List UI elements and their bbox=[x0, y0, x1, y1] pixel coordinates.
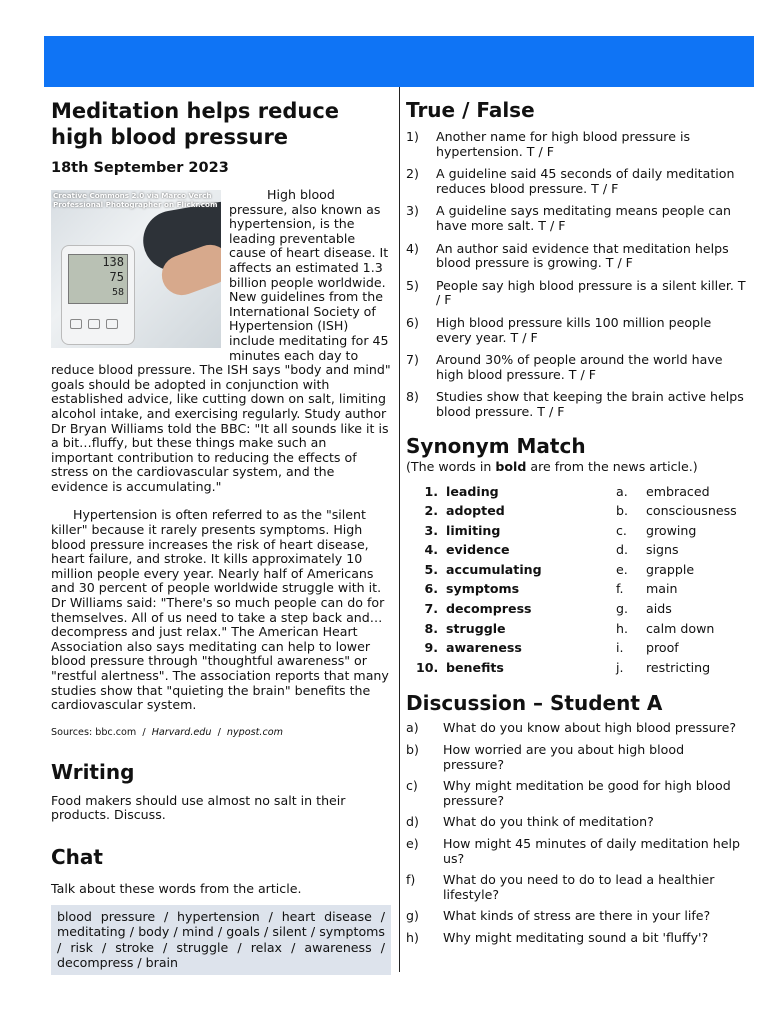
synonym-word: symptoms bbox=[446, 581, 520, 597]
true-false-item bbox=[406, 279, 746, 308]
synonym-match-row bbox=[616, 579, 737, 599]
true-false-list bbox=[406, 130, 746, 420]
chat-word-box: blood pressure / hypertension / heart disease / meditating / body / mind / goals / silent / symptoms / risk / stroke / struggle / relax / awareness / decompress / brain bbox=[51, 905, 391, 975]
synonym-word-row bbox=[416, 521, 616, 541]
discussion-item bbox=[406, 931, 746, 946]
monitor-screen bbox=[68, 254, 128, 304]
source-harvard: Harvard.edu bbox=[151, 726, 212, 738]
discussion-heading: Discussion – Student A bbox=[406, 691, 663, 716]
synonym-word: accumulating bbox=[446, 561, 542, 577]
discussion-text: Why might meditation be good for high blood pressure? bbox=[443, 778, 731, 808]
discussion-item bbox=[406, 837, 746, 866]
synonym-word: benefits bbox=[446, 659, 504, 675]
discussion-section bbox=[406, 691, 746, 945]
synonym-word-number: 1. bbox=[424, 483, 438, 499]
synonym-word-number: 10. bbox=[416, 659, 439, 675]
discussion-item bbox=[406, 873, 746, 902]
source-nypost: nypost.com bbox=[226, 726, 283, 738]
true-false-heading: True / False bbox=[406, 98, 535, 122]
true-false-text: Another name for high blood pressure is hypertension. T / F bbox=[436, 129, 691, 159]
synonym-match-word: consciousness bbox=[646, 503, 737, 519]
true-false-item bbox=[406, 204, 746, 233]
true-false-item bbox=[406, 167, 746, 196]
article-paragraph-1: High blood pressure, also known as hypertension, is the leading preventable cause of heart disease. It affects an estimated 1.3 billion people worldwide. New guidelines from the International Society of Hypertension (ISH) include meditating for 45 minutes each day to reduce blood pressure. The ISH says "body and mind" goals should be adopted in conjunction with established advice, like cutting down on salt, limiting alcohol intake, and exercising regularly. Study author Dr Bryan Williams told the BBC: "It all sounds like it is a bit…fluffy, but these things make such an important contribution to reducing the effects of stress on the cardiovascular system, and the evidence is accumulating." bbox=[51, 187, 391, 494]
synonym-match-word: main bbox=[646, 581, 678, 597]
blood-pressure-photo bbox=[51, 190, 221, 348]
synonym-match-letter: b. bbox=[616, 503, 628, 519]
true-false-item bbox=[406, 316, 746, 345]
true-false-number: 7) bbox=[406, 352, 419, 368]
true-false-text: Studies show that keeping the brain active helps blood pressure. T / F bbox=[436, 389, 744, 419]
discussion-text: How worried are you about high blood pressure? bbox=[443, 742, 685, 772]
synonym-word-number: 7. bbox=[424, 601, 438, 617]
synonym-grid bbox=[406, 482, 746, 678]
true-false-number: 2) bbox=[406, 166, 419, 182]
true-false-text: People say high blood pressure is a silent killer. T / F bbox=[436, 277, 746, 308]
discussion-text: How might 45 minutes of daily meditation help us? bbox=[443, 836, 740, 866]
discussion-item bbox=[406, 743, 746, 772]
true-false-text: A guideline said 45 seconds of daily meditation reduces blood pressure. T / F bbox=[436, 166, 735, 196]
discussion-letter: c) bbox=[406, 778, 418, 794]
true-false-text: A guideline says meditating means people can have more salt. T / F bbox=[436, 203, 732, 233]
true-false-item bbox=[406, 390, 746, 419]
discussion-letter: e) bbox=[406, 836, 419, 851]
true-false-text: High blood pressure kills 100 million people every year. T / F bbox=[436, 314, 712, 345]
synonym-word-number: 3. bbox=[424, 522, 438, 538]
synonym-word-row bbox=[416, 638, 616, 658]
synonym-word: leading bbox=[446, 483, 499, 499]
synonym-heading: Synonym Match bbox=[406, 433, 586, 458]
left-column bbox=[51, 98, 391, 975]
true-false-number: 5) bbox=[406, 277, 419, 293]
synonym-words-column bbox=[406, 482, 616, 678]
synonym-match-row bbox=[616, 599, 737, 619]
synonym-match-word: proof bbox=[646, 640, 679, 656]
chat-intro: Talk about these words from the article. bbox=[51, 880, 302, 896]
synonym-match-word: restricting bbox=[646, 659, 711, 675]
discussion-text: Why might meditating sound a bit 'fluffy'? bbox=[443, 929, 709, 945]
true-false-text: An author said evidence that meditation helps blood pressure is growing. T / F bbox=[436, 240, 729, 271]
chat-heading: Chat bbox=[51, 844, 103, 869]
writing-prompt: Food makers should use almost no salt in their products. Discuss. bbox=[51, 792, 346, 823]
source-sep-2: / bbox=[217, 726, 221, 738]
monitor-buttons bbox=[70, 318, 126, 332]
discussion-list bbox=[406, 721, 746, 945]
discussion-text: What kinds of stress are there in your life? bbox=[443, 908, 711, 924]
article-paragraph-2: Hypertension is often referred to as the "silent killer" because it rarely presents symptoms. High blood pressure increases the risk of heart disease, heart failure, and stroke. It kills approximately 10 million people every year. Nearly half of Americans and 30 percent of people worldwide struggle with it. Dr Williams said: "There's so much people can do for themselves. All of us need to take a step back and…decompress and just relax." The American Heart Association also says meditating can help to lower blood pressure through "thoughtful awareness" or "restful alertness". The association reports that many studies show that "quieting the brain" benefits the cardiovascular system. bbox=[51, 507, 389, 713]
synonym-note bbox=[406, 459, 746, 474]
discussion-text: What do you need to do to lead a healthier lifestyle? bbox=[443, 872, 715, 902]
discussion-item bbox=[406, 721, 746, 736]
synonym-matches-column bbox=[616, 482, 737, 678]
true-false-number: 3) bbox=[406, 203, 419, 219]
synonym-word-row bbox=[416, 619, 616, 639]
discussion-letter: f) bbox=[406, 872, 416, 888]
source-sep-1: / bbox=[142, 726, 146, 738]
true-false-number: 8) bbox=[406, 389, 419, 405]
reading-diastolic: 75 bbox=[109, 270, 124, 284]
synonym-match-letter: d. bbox=[616, 542, 628, 558]
true-false-number: 6) bbox=[406, 314, 419, 330]
synonym-word-row bbox=[416, 501, 616, 521]
writing-section bbox=[51, 760, 391, 823]
synonym-match-row bbox=[616, 501, 737, 521]
synonym-word: limiting bbox=[446, 522, 501, 538]
synonym-match-row bbox=[616, 658, 737, 678]
true-false-item bbox=[406, 353, 746, 382]
article-body bbox=[51, 188, 391, 713]
true-false-number: 1) bbox=[406, 129, 419, 144]
true-false-number: 4) bbox=[406, 240, 419, 256]
synonym-match-word: grapple bbox=[646, 561, 695, 577]
synonym-match-letter: i. bbox=[616, 640, 624, 656]
monitor-graphic bbox=[61, 245, 135, 345]
synonym-word-row bbox=[416, 560, 616, 580]
synonym-match-letter: g. bbox=[616, 601, 628, 617]
synonym-match-letter: c. bbox=[616, 522, 627, 538]
synonym-match-word: growing bbox=[646, 522, 697, 538]
synonym-match-row bbox=[616, 560, 737, 580]
synonym-match-word: embraced bbox=[646, 483, 710, 499]
synonym-word-row bbox=[416, 599, 616, 619]
synonym-match-letter: f. bbox=[616, 581, 624, 597]
synonym-match-row bbox=[616, 482, 737, 502]
synonym-word-number: 8. bbox=[424, 620, 438, 636]
synonym-match-letter: j. bbox=[616, 659, 624, 675]
column-divider bbox=[399, 87, 400, 972]
synonym-match-letter: h. bbox=[616, 620, 628, 636]
chat-section bbox=[51, 845, 391, 975]
synonym-section bbox=[406, 434, 746, 678]
synonym-note-bold: bold bbox=[495, 458, 527, 474]
synonym-word-number: 5. bbox=[424, 561, 438, 577]
synonym-word-number: 2. bbox=[424, 503, 438, 519]
header-banner bbox=[44, 36, 754, 87]
synonym-match-word: calm down bbox=[646, 620, 715, 636]
sources-line bbox=[51, 727, 391, 738]
synonym-word-number: 9. bbox=[424, 640, 438, 656]
sources-label: Sources: bbox=[51, 726, 93, 738]
synonym-match-letter: e. bbox=[616, 561, 628, 577]
synonym-match-letter: a. bbox=[616, 483, 628, 499]
true-false-item bbox=[406, 242, 746, 271]
discussion-letter: g) bbox=[406, 908, 419, 924]
synonym-match-word: aids bbox=[646, 601, 672, 617]
discussion-item bbox=[406, 909, 746, 924]
synonym-match-row bbox=[616, 521, 737, 541]
discussion-item bbox=[406, 779, 746, 808]
true-false-text: Around 30% of people around the world have high blood pressure. T / F bbox=[436, 352, 723, 382]
synonym-match-row bbox=[616, 619, 737, 639]
synonym-match-word: signs bbox=[646, 542, 679, 558]
discussion-letter: h) bbox=[406, 929, 419, 945]
synonym-note-post: are from the news article.) bbox=[526, 458, 698, 474]
synonym-word-row bbox=[416, 658, 616, 678]
discussion-letter: a) bbox=[406, 720, 419, 736]
reading-pulse: 58 bbox=[111, 287, 124, 298]
photo-credit: Creative Commons 2.0 via Marco Verch Professional Photographer on Flickr.com bbox=[53, 191, 218, 209]
synonym-word-row bbox=[416, 579, 616, 599]
synonym-word-row bbox=[416, 482, 616, 502]
discussion-letter: b) bbox=[406, 742, 419, 758]
reading-systolic: 138 bbox=[102, 255, 124, 269]
discussion-item bbox=[406, 815, 746, 830]
synonym-word-number: 4. bbox=[424, 542, 438, 558]
synonym-word: struggle bbox=[446, 620, 506, 636]
synonym-match-row bbox=[616, 540, 737, 560]
synonym-word-row bbox=[416, 540, 616, 560]
synonym-word: adopted bbox=[446, 503, 505, 519]
right-column bbox=[406, 98, 746, 953]
discussion-text: What do you think of meditation? bbox=[443, 814, 654, 830]
true-false-item bbox=[406, 130, 746, 159]
article-date: 18th September 2023 bbox=[51, 160, 229, 176]
source-bbc: bbc.com bbox=[95, 726, 137, 738]
synonym-note-pre: (The words in bbox=[406, 458, 496, 474]
article-title: Meditation helps reduce high blood pressure bbox=[51, 99, 340, 149]
writing-heading: Writing bbox=[51, 759, 135, 784]
synonym-word: decompress bbox=[446, 601, 532, 617]
discussion-letter: d) bbox=[406, 814, 419, 830]
synonym-match-row bbox=[616, 638, 737, 658]
synonym-word: evidence bbox=[446, 542, 510, 558]
discussion-text: What do you know about high blood pressure? bbox=[443, 720, 737, 736]
synonym-word: awareness bbox=[446, 640, 522, 656]
synonym-word-number: 6. bbox=[424, 581, 438, 597]
